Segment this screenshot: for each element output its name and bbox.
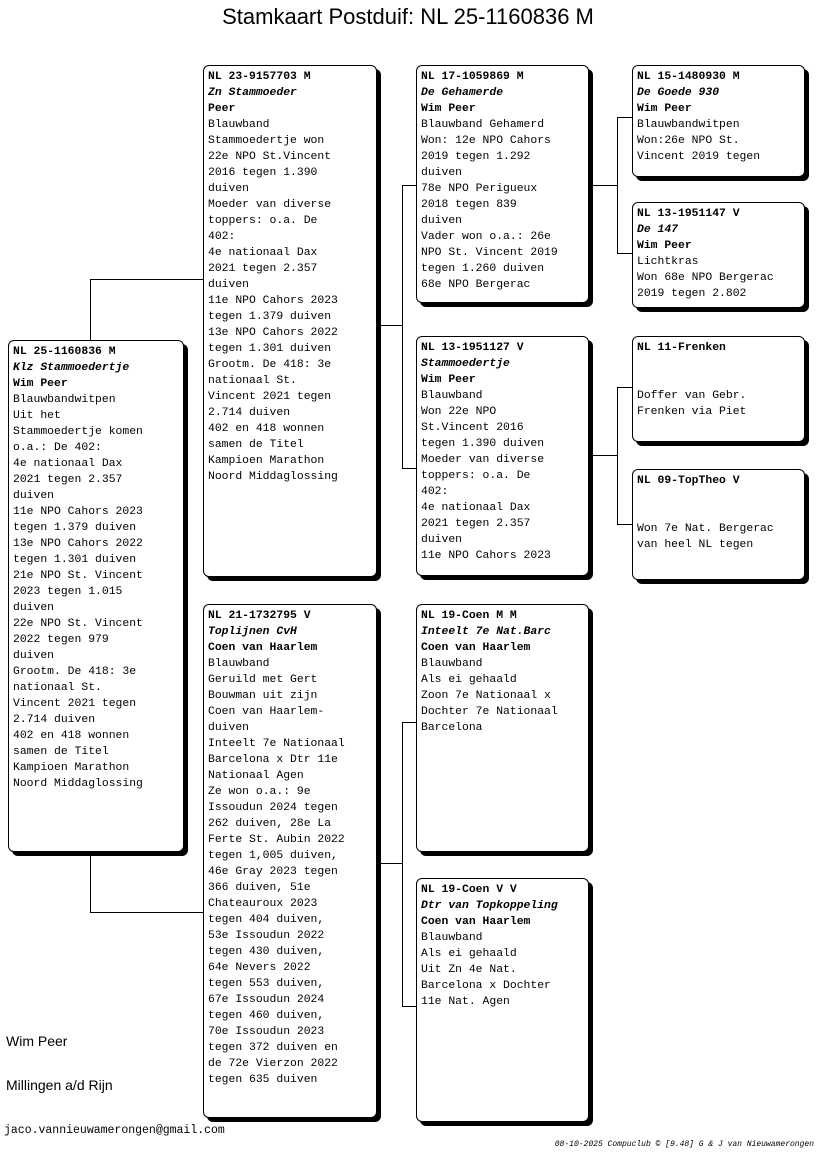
pigeon-card-maternal-grandfather[interactable]: [416, 604, 589, 852]
info-line: duiven: [421, 215, 463, 227]
info-line: Blauwbandwitpen: [637, 119, 740, 131]
breeder-name: [637, 505, 800, 521]
info-line: 70e Issoudun 2023: [208, 1026, 325, 1038]
info-line: Stammoedertje won: [208, 135, 325, 147]
breeder-name: Wim Peer: [13, 378, 68, 390]
info-line: Barcelona: [421, 722, 483, 734]
connector: [590, 455, 617, 456]
pigeon-card-paternal-grandmother[interactable]: [416, 336, 589, 576]
info-line: 4e nationaal Dax: [13, 458, 123, 470]
info-line: Als ei gehaald: [421, 674, 517, 686]
info-line: Won 68e NPO Bergerac: [637, 272, 774, 284]
breeder-name: Peer: [208, 103, 236, 115]
pigeon-name: Toplijnen CvH: [208, 626, 297, 638]
info-line: 402 en 418 wonnen: [208, 423, 325, 435]
connector: [402, 468, 416, 469]
info-line: nationaal St.: [208, 375, 297, 387]
ring-number: NL 17-1059869 M: [421, 71, 524, 83]
info-line: 2016 tegen 1.390: [208, 167, 318, 179]
info-line: 2021 tegen 2.357: [13, 474, 123, 486]
info-line: samen de Titel: [208, 439, 304, 451]
info-line: tegen 1.301 duiven: [13, 554, 137, 566]
info-line: tegen 1.301 duiven: [208, 343, 332, 355]
pigeon-card-ggf-2[interactable]: [632, 202, 805, 308]
info-line: 4e nationaal Dax: [208, 247, 318, 259]
info-line: 2.714 duiven: [13, 714, 96, 726]
connector: [617, 253, 632, 254]
info-line: 402 en 418 wonnen: [13, 730, 130, 742]
pigeon-card-ggf-4[interactable]: [632, 469, 805, 580]
info-line: nationaal St.: [13, 682, 102, 694]
pigeon-name: Zn Stammoeder: [208, 87, 297, 99]
owner-location: Millingen a/d Rijn: [6, 1077, 113, 1093]
info-line: Kampioen Marathon: [208, 455, 325, 467]
info-line: Nationaal Agen: [208, 770, 304, 782]
info-line: 402:: [208, 231, 236, 243]
info-line: tegen 430 duiven,: [208, 946, 325, 958]
info-line: 4e nationaal Dax: [421, 502, 531, 514]
info-line: tegen 372 duiven en: [208, 1042, 338, 1054]
connector: [402, 1006, 416, 1007]
info-line: duiven: [208, 722, 250, 734]
info-line: Chateauroux 2023: [208, 898, 318, 910]
connector: [378, 325, 402, 326]
info-line: tegen 1.260 duiven: [421, 263, 545, 275]
breeder-name: Wim Peer: [637, 240, 692, 252]
ring-number: NL 09-TopTheo V: [637, 475, 740, 487]
pigeon-name: Klz Stammoedertje: [13, 362, 130, 374]
info-line: 402:: [421, 486, 449, 498]
connector: [617, 387, 618, 524]
info-line: toppers: o.a. De: [421, 470, 531, 482]
info-line: 11e NPO Cahors 2023: [208, 295, 338, 307]
pigeon-card-ggf-3[interactable]: [632, 336, 805, 442]
info-line: Barcelona x Dochter: [421, 980, 551, 992]
info-line: 2021 tegen 2.357: [421, 518, 531, 530]
info-line: NPO St. Vincent 2019: [421, 247, 558, 259]
info-line: Zoon 7e Nationaal x: [421, 690, 551, 702]
info-line: tegen 1,005 duiven,: [208, 850, 338, 862]
info-line: Stammoedertje komen: [13, 426, 143, 438]
info-line: tegen 1.379 duiven: [208, 311, 332, 323]
info-line: 2018 tegen 839: [421, 199, 517, 211]
info-line: Coen van Haarlem-: [208, 706, 325, 718]
connector: [402, 185, 416, 186]
pigeon-card-father[interactable]: [203, 65, 377, 577]
info-line: 22e NPO St.Vincent: [208, 151, 332, 163]
info-line: 11e NPO Cahors 2023: [421, 550, 551, 562]
info-line: Geruild met Gert: [208, 674, 318, 686]
breeder-name: Coen van Haarlem: [208, 642, 318, 654]
pigeon-name: De Goede 930: [637, 87, 720, 99]
pigeon-card-main[interactable]: [8, 340, 184, 852]
pigeon-name: De Gehamerde: [421, 87, 504, 99]
info-line: 2.714 duiven: [208, 407, 291, 419]
info-line: Blauwband: [421, 932, 483, 944]
info-line: 11e Nat. Agen: [421, 996, 510, 1008]
info-line: Moeder van diverse: [421, 454, 545, 466]
info-line: 2019 tegen 1.292: [421, 151, 531, 163]
info-line: Blauwband: [208, 658, 270, 670]
info-line: 21e NPO St. Vincent: [13, 570, 143, 582]
info-line: Frenken via Piet: [637, 406, 747, 418]
info-line: Inteelt 7e Nationaal: [208, 738, 345, 750]
ring-number: NL 15-1480930 M: [637, 71, 740, 83]
info-line: Blauwbandwitpen: [13, 394, 116, 406]
info-line: duiven: [13, 602, 55, 614]
pigeon-card-mother[interactable]: [203, 604, 377, 1118]
info-line: Blauwband: [421, 390, 483, 402]
info-line: de 72e Vierzon 2022: [208, 1058, 338, 1070]
breeder-name: Wim Peer: [421, 374, 476, 386]
info-line: Uit Zn 4e Nat.: [421, 964, 517, 976]
info-line: o.a.: De 402:: [13, 442, 102, 454]
info-line: 22e NPO St. Vincent: [13, 618, 143, 630]
info-line: 2019 tegen 2.802: [637, 288, 747, 300]
pigeon-card-ggf-1[interactable]: [632, 65, 805, 177]
info-line: 2023 tegen 1.015: [13, 586, 123, 598]
info-line: Issoudun 2024 tegen: [208, 802, 338, 814]
pigeon-name: De 147: [637, 224, 679, 236]
ring-number: NL 25-1160836 M: [13, 346, 116, 358]
pigeon-name: Stammoedertje: [421, 358, 510, 370]
ring-number: NL 13-1951147 V: [637, 208, 740, 220]
info-line: Lichtkras: [637, 256, 699, 268]
info-line: Ferte St. Aubin 2022: [208, 834, 345, 846]
info-line: Vader won o.a.: 26e: [421, 231, 551, 243]
connector: [590, 185, 617, 186]
connector: [90, 912, 203, 913]
connector: [617, 117, 618, 253]
info-line: 2021 tegen 2.357: [208, 263, 318, 275]
info-line: 68e NPO Bergerac: [421, 279, 531, 291]
info-line: 64e Nevers 2022: [208, 962, 311, 974]
info-line: Vincent 2019 tegen: [637, 151, 761, 163]
page-title: Stamkaart Postduif: NL 25-1160836 M: [222, 4, 594, 29]
info-line: Bouwman uit zijn: [208, 690, 318, 702]
connector: [617, 117, 632, 118]
ring-number: NL 13-1951127 V: [421, 342, 524, 354]
breeder-name: Wim Peer: [637, 103, 692, 115]
info-line: St.Vincent 2016: [421, 422, 524, 434]
info-line: Dochter 7e Nationaal: [421, 706, 558, 718]
info-line: samen de Titel: [13, 746, 109, 758]
info-line: duiven: [13, 650, 55, 662]
info-line: 2022 tegen 979: [13, 634, 109, 646]
info-line: 13e NPO Cahors 2022: [13, 538, 143, 550]
info-line: Doffer van Gebr.: [637, 390, 747, 402]
info-line: Blauwband: [421, 658, 483, 670]
connector: [90, 279, 203, 280]
info-line: van heel NL tegen: [637, 539, 754, 551]
info-line: tegen 1.379 duiven: [13, 522, 137, 534]
info-line: Als ei gehaald: [421, 948, 517, 960]
connector: [402, 185, 403, 468]
pigeon-name: Dtr van Topkoppeling: [421, 900, 558, 912]
info-line: duiven: [208, 183, 250, 195]
info-line: duiven: [208, 279, 250, 291]
info-line: Won 7e Nat. Bergerac: [637, 523, 774, 535]
info-line: Blauwband Gehamerd: [421, 119, 545, 131]
breeder-name: Coen van Haarlem: [421, 916, 531, 928]
info-line: 366 duiven, 51e: [208, 882, 311, 894]
info-line: toppers: o.a. De: [208, 215, 318, 227]
breeder-name: [637, 372, 800, 388]
print-stamp: 08-10-2025 Compuclub © [9.48] G & J van Nieuwamerongen: [554, 1140, 814, 1149]
info-line: Kampioen Marathon: [13, 762, 130, 774]
info-line: 13e NPO Cahors 2022: [208, 327, 338, 339]
info-line: Grootm. De 418: 3e: [13, 666, 137, 678]
connector: [617, 387, 632, 388]
info-line: Moeder van diverse: [208, 199, 332, 211]
info-line: 78e NPO Perigueux: [421, 183, 538, 195]
info-line: tegen 460 duiven,: [208, 1010, 325, 1022]
breeder-name: Wim Peer: [421, 103, 476, 115]
info-line: Won:26e NPO St.: [637, 135, 740, 147]
email-address: jaco.vannieuwamerongen@gmail.com: [4, 1124, 225, 1137]
info-line: Won 22e NPO: [421, 406, 497, 418]
ring-number: NL 19-Coen V V: [421, 884, 517, 896]
info-line: Ze won o.a.: 9e: [208, 786, 311, 798]
info-line: Vincent 2021 tegen: [208, 391, 332, 403]
ring-number: NL 19-Coen M M: [421, 610, 517, 622]
info-line: Blauwband: [208, 119, 270, 131]
owner-name: Wim Peer: [6, 1033, 68, 1049]
connector: [90, 850, 91, 912]
breeder-name: Coen van Haarlem: [421, 642, 531, 654]
info-line: duiven: [13, 490, 55, 502]
pigeon-name: Inteelt 7e Nat.Barc: [421, 626, 551, 638]
ring-number: NL 11-Frenken: [637, 342, 726, 354]
info-line: tegen 553 duiven,: [208, 978, 325, 990]
pigeon-name: [637, 356, 800, 372]
info-line: Barcelona x Dtr 11e: [208, 754, 338, 766]
ring-number: NL 21-1732795 V: [208, 610, 311, 622]
pigeon-name: [637, 489, 800, 505]
pigeon-card-maternal-grandmother[interactable]: [416, 878, 589, 1122]
connector: [402, 722, 403, 1006]
info-line: Uit het: [13, 410, 61, 422]
connector: [378, 863, 402, 864]
info-line: Noord Middaglossing: [13, 778, 143, 790]
info-line: Won: 12e NPO Cahors: [421, 135, 551, 147]
info-line: 11e NPO Cahors 2023: [13, 506, 143, 518]
info-line: duiven: [421, 534, 463, 546]
connector: [617, 524, 632, 525]
info-line: Noord Middaglossing: [208, 471, 338, 483]
info-line: 67e Issoudun 2024: [208, 994, 325, 1006]
pigeon-card-paternal-grandfather[interactable]: [416, 65, 589, 303]
info-line: 53e Issoudun 2022: [208, 930, 325, 942]
info-line: tegen 635 duiven: [208, 1074, 318, 1086]
connector: [90, 279, 91, 341]
info-line: Vincent 2021 tegen: [13, 698, 137, 710]
info-line: 262 duiven, 28e La: [208, 818, 332, 830]
ring-number: NL 23-9157703 M: [208, 71, 311, 83]
info-line: 46e Gray 2023 tegen: [208, 866, 338, 878]
info-line: duiven: [421, 167, 463, 179]
connector: [402, 722, 416, 723]
info-line: tegen 404 duiven,: [208, 914, 325, 926]
info-line: tegen 1.390 duiven: [421, 438, 545, 450]
info-line: Grootm. De 418: 3e: [208, 359, 332, 371]
